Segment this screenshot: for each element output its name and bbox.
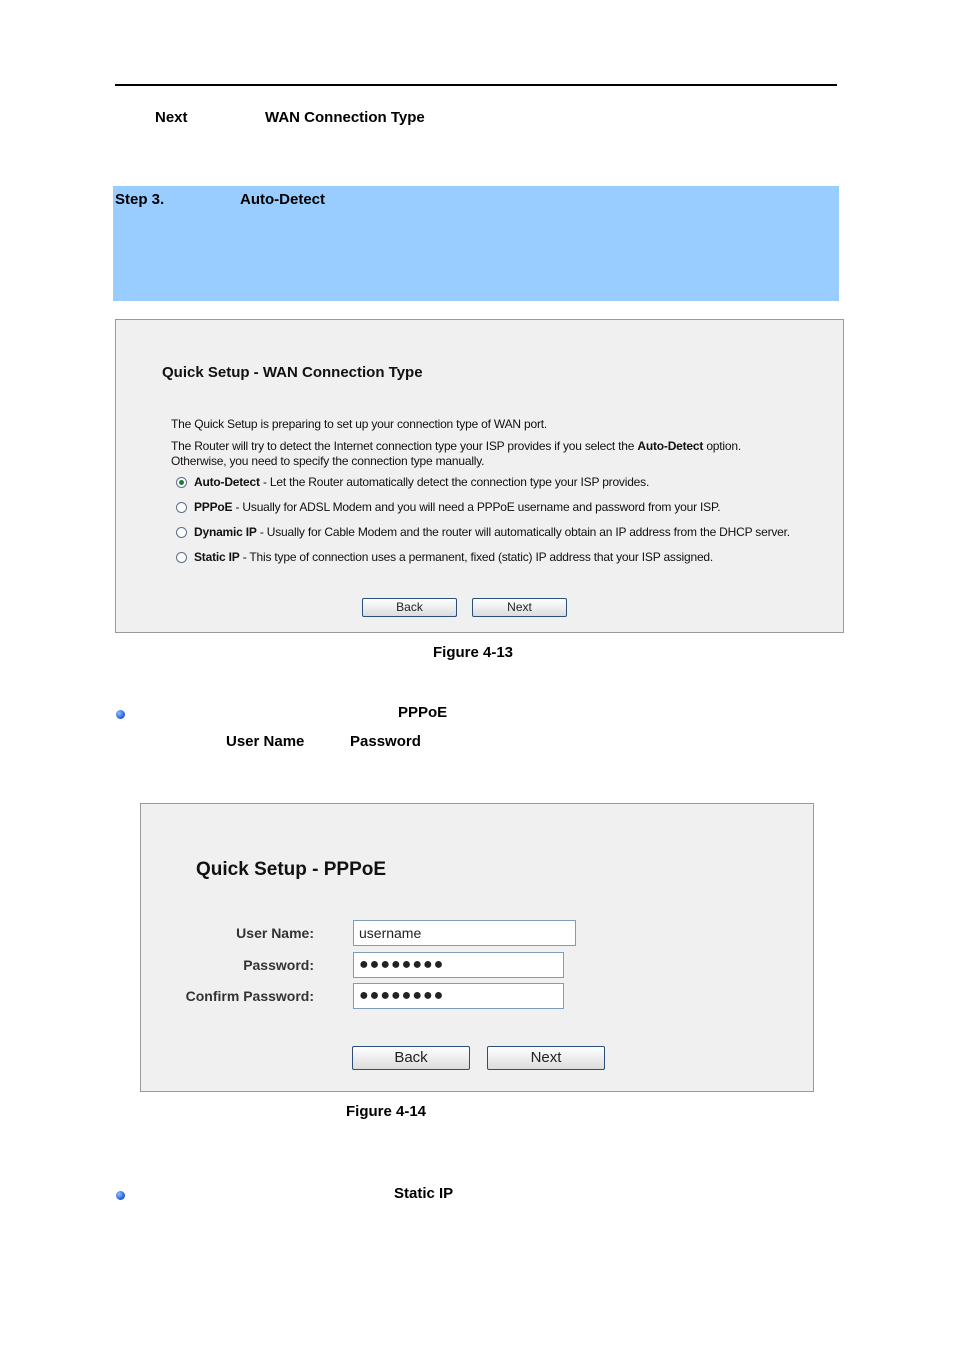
static-ip-term: Static IP (394, 1185, 454, 1202)
step-title: Auto-Detect (240, 191, 325, 208)
wan-intro-text: The Quick Setup is preparing to set up your connection type of WAN port. (171, 417, 548, 431)
option-auto-detect-name: Auto-Detect (194, 475, 260, 489)
wan-detect-text (171, 439, 741, 453)
header-next-term: Next (155, 109, 188, 126)
bullet-icon (116, 1191, 125, 1200)
pppoe-term: PPPoE (398, 704, 448, 721)
next-button[interactable]: Next (472, 598, 567, 617)
radio-pppoe[interactable] (176, 502, 187, 513)
wan-panel-title: Quick Setup - WAN Connection Type (162, 364, 423, 381)
confirm-password-label: Confirm Password: (185, 988, 314, 1004)
back-button[interactable]: Back (362, 598, 457, 617)
option-dynamic-ip (194, 525, 790, 539)
wan-connection-type-panel (115, 319, 844, 633)
step-number: Step 3. (115, 191, 165, 208)
pppoe-panel (140, 803, 814, 1092)
wan-detect-suffix: option. (703, 439, 741, 453)
wan-detect-bold: Auto-Detect (637, 439, 704, 453)
radio-dynamic-ip[interactable] (176, 527, 187, 538)
option-dynamic-ip-desc: - Usually for Cable Modem and the router will automatically obtain an IP address from the DHCP server. (256, 525, 790, 539)
user-name-term: User Name (226, 733, 305, 750)
option-pppoe-desc: - Usually for ADSL Modem and you will need a PPPoE username and password from your ISP. (232, 500, 721, 514)
option-pppoe (194, 500, 720, 514)
password-input[interactable]: ●●●●●●●● (353, 952, 564, 978)
pppoe-back-button[interactable]: Back (352, 1046, 470, 1070)
pppoe-panel-title: Quick Setup - PPPoE (196, 859, 387, 880)
radio-auto-detect[interactable] (176, 477, 187, 488)
user-name-label: User Name: (236, 925, 314, 941)
step-band (113, 186, 839, 301)
option-auto-detect (194, 475, 649, 489)
header-wan-term: WAN Connection Type (265, 109, 425, 126)
figure-caption-4-13: Figure 4-13 (433, 644, 514, 661)
pppoe-next-button[interactable]: Next (487, 1046, 605, 1070)
option-dynamic-ip-name: Dynamic IP (194, 525, 257, 539)
user-name-input[interactable]: username (353, 920, 576, 946)
option-static-ip-name: Static IP (194, 550, 240, 564)
radio-static-ip[interactable] (176, 552, 187, 563)
bullet-icon (116, 710, 125, 719)
option-static-ip (194, 550, 713, 564)
password-term: Password (350, 733, 421, 750)
wan-detect-prefix: The Router will try to detect the Internet connection type your ISP provides if you select the (171, 439, 638, 453)
confirm-password-input[interactable]: ●●●●●●●● (353, 983, 564, 1009)
option-auto-detect-desc: - Let the Router automatically detect the connection type your ISP provides. (259, 475, 650, 489)
figure-caption-4-14: Figure 4-14 (346, 1103, 427, 1120)
password-label: Password: (243, 957, 314, 973)
header-rule (115, 84, 837, 86)
option-pppoe-name: PPPoE (194, 500, 233, 514)
option-static-ip-desc: - This type of connection uses a permanent, fixed (static) IP address that your ISP assigned. (239, 550, 714, 564)
wan-manual-text: Otherwise, you need to specify the connection type manually. (171, 454, 485, 468)
